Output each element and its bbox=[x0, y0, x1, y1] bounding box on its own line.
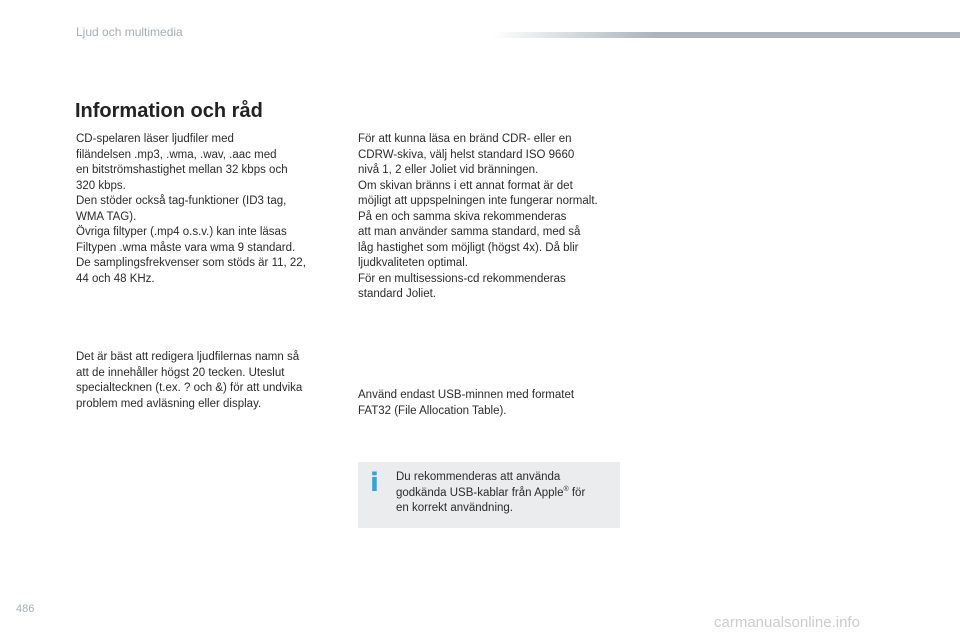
registered-mark: ® bbox=[563, 485, 569, 493]
info-box bbox=[358, 462, 620, 528]
info-line: godkända USB-kablar från Apple bbox=[396, 486, 564, 499]
text-line: Om skivan bränns i ett annat format är det bbox=[358, 179, 573, 192]
text-line: 320 kbps. bbox=[76, 179, 126, 192]
text-line: FAT32 (File Allocation Table). bbox=[358, 404, 507, 417]
text-line: Filtypen .wma måste vara wma 9 standard. bbox=[76, 241, 296, 254]
text-line: Det är bäst att redigera ljudfilernas namn så bbox=[76, 351, 300, 363]
text-line: 44 och 48 KHz. bbox=[76, 272, 155, 285]
text-line: Använd endast USB-minnen med formatet bbox=[358, 389, 575, 401]
left-paragraph-1 bbox=[76, 132, 336, 287]
text-line: filändelsen .mp3, .wma, .wav, .aac med bbox=[76, 148, 277, 161]
header-title: Ljud och multimedia bbox=[76, 25, 183, 39]
right-paragraph-1 bbox=[358, 132, 628, 303]
page-number: 486 bbox=[16, 603, 35, 615]
info-line: Du rekommenderas att använda bbox=[396, 471, 561, 483]
text-line: att de innehåller högst 20 tecken. Uteslut bbox=[76, 366, 285, 379]
info-icon: i bbox=[370, 468, 379, 498]
text-line: ljudkvaliteten optimal. bbox=[358, 257, 468, 269]
text-line: möjligt att uppspelningen inte fungerar normalt. bbox=[358, 195, 598, 207]
header-bar bbox=[492, 32, 960, 38]
text-line: nivå 1, 2 eller Joliet vid bränningen. bbox=[358, 164, 539, 176]
text-line: CDRW-skiva, välj helst standard ISO 9660 bbox=[358, 148, 575, 161]
text-line: Övriga filtyper (.mp4 o.s.v.) kan inte läsas bbox=[76, 226, 287, 238]
text-line: För att kunna läsa en bränd CDR- eller en bbox=[358, 133, 572, 145]
text-line: WMA TAG). bbox=[76, 210, 137, 223]
text-line: CD-spelaren läser ljudfiler med bbox=[76, 133, 234, 145]
watermark: carmanualsonline.info bbox=[714, 614, 860, 631]
page-title: Information och råd bbox=[75, 100, 263, 122]
text-line: specialtecknen (t.ex. ? och &) för att undvika bbox=[76, 382, 303, 394]
text-line: att man använder samma standard, med så bbox=[358, 226, 581, 238]
info-line: en korrekt användning. bbox=[396, 502, 513, 514]
text-line: standard Joliet. bbox=[358, 288, 436, 300]
text-line: en bitströmshastighet mellan 32 kbps och bbox=[76, 164, 288, 176]
left-paragraph-2 bbox=[76, 350, 336, 412]
text-line: låg hastighet som möjligt (högst 4x). Då blir bbox=[358, 241, 579, 254]
text-line: problem med avläsning eller display. bbox=[76, 397, 262, 410]
text-line: De samplingsfrekvenser som stöds är 11, 22, bbox=[76, 257, 306, 269]
text-line: Den stöder också tag-funktioner (ID3 tag, bbox=[76, 195, 287, 207]
info-line: för bbox=[568, 486, 586, 499]
info-text bbox=[396, 470, 611, 517]
right-paragraph-2 bbox=[358, 388, 628, 419]
text-line: På en och samma skiva rekommenderas bbox=[358, 210, 567, 223]
text-line: För en multisessions-cd rekommenderas bbox=[358, 272, 566, 285]
